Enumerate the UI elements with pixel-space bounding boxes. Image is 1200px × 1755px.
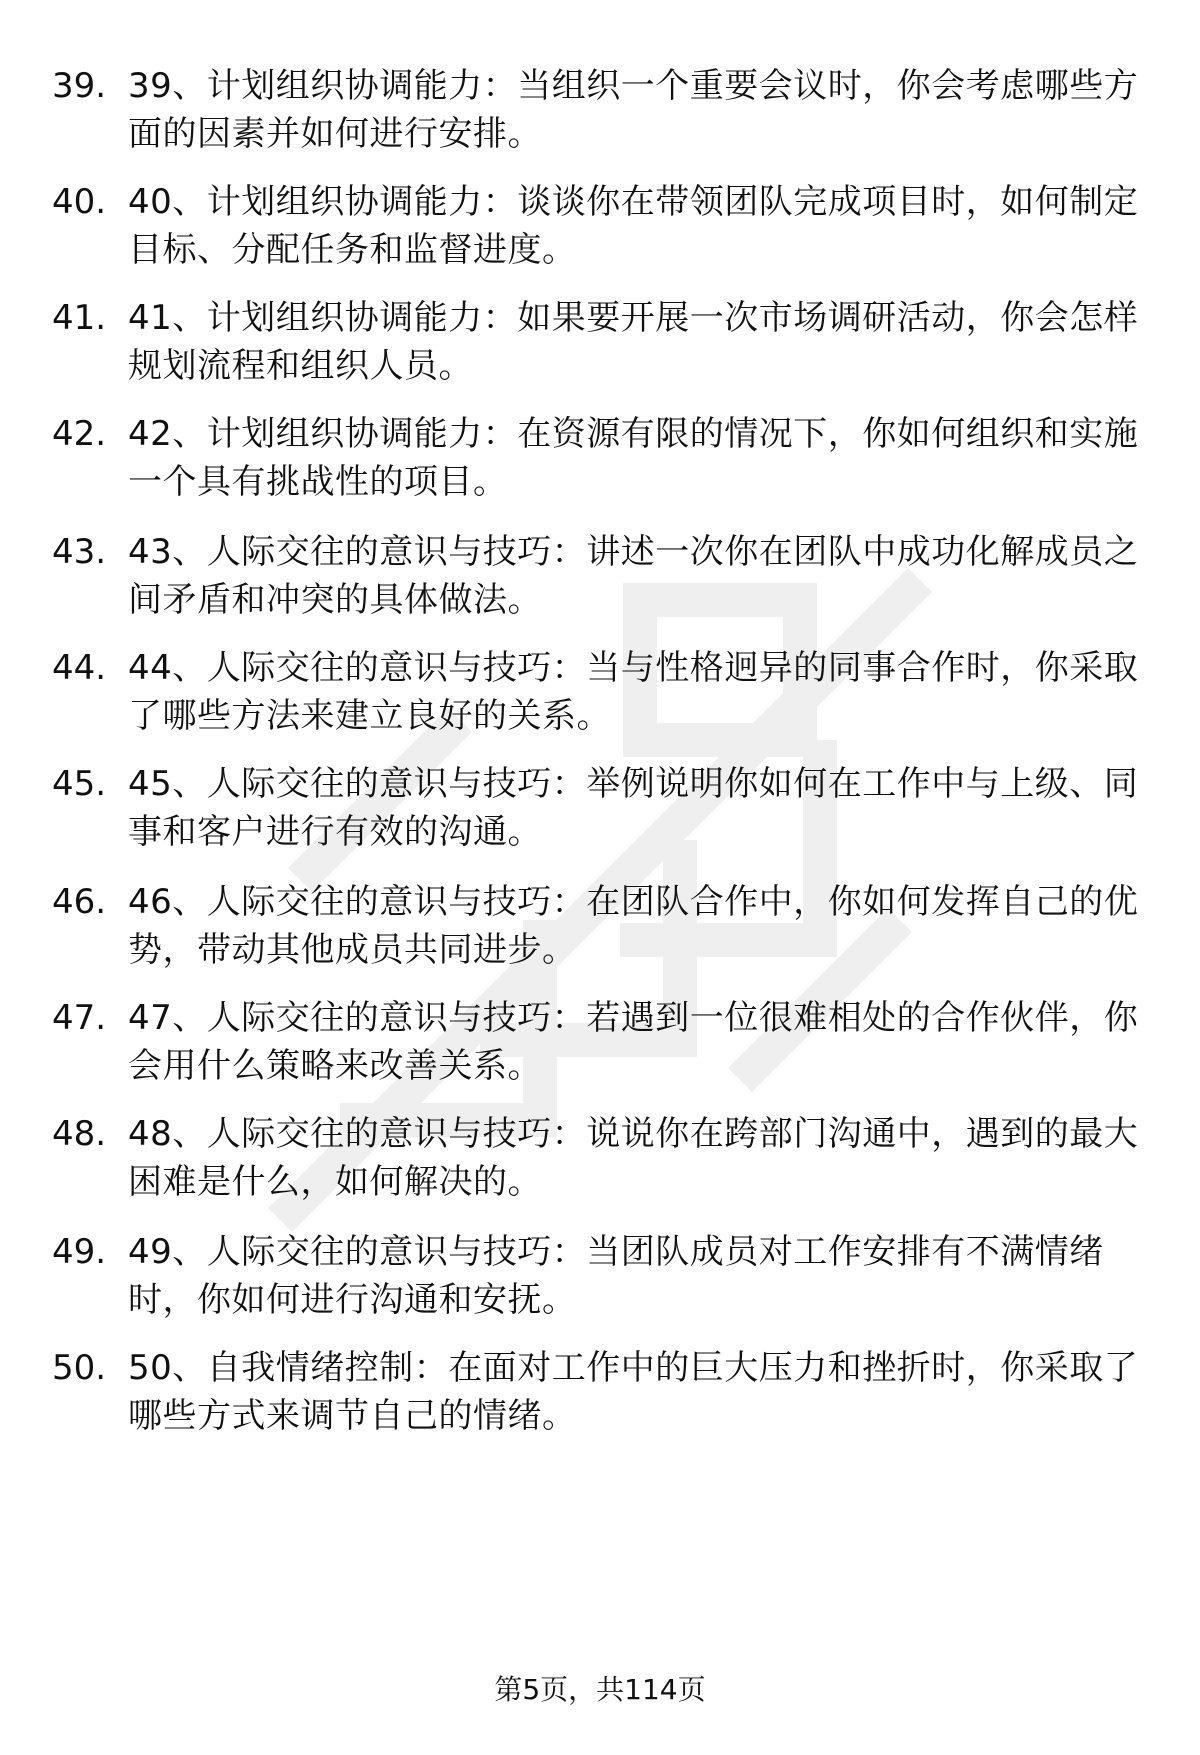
list-item xyxy=(0,410,1200,520)
item-number: 46. xyxy=(52,882,107,922)
item-number: 50. xyxy=(52,1348,107,1388)
item-number: 44. xyxy=(52,648,107,688)
item-number: 48. xyxy=(52,1114,107,1154)
list-item xyxy=(0,528,1200,638)
list-item xyxy=(0,878,1200,988)
item-text: 48、人际交往的意识与技巧：说说你在跨部门沟通中，遇到的最大困难是什么，如何解决的。 xyxy=(128,1114,1139,1202)
item-text: 43、人际交往的意识与技巧：讲述一次你在团队中成功化解成员之间矛盾和冲突的具体做法。 xyxy=(128,532,1139,620)
list-item xyxy=(0,760,1200,870)
item-number: 41. xyxy=(52,298,107,338)
list-item xyxy=(0,294,1200,404)
item-text: 45、人际交往的意识与技巧：举例说明你如何在工作中与上级、同事和客户进行有效的沟通。 xyxy=(128,764,1139,852)
item-number: 43. xyxy=(52,532,107,572)
list-item xyxy=(0,994,1200,1104)
list-item xyxy=(0,1228,1200,1338)
list-item xyxy=(0,62,1200,172)
item-text: 50、自我情绪控制：在面对工作中的巨大压力和挫折时，你采取了哪些方式来调节自己的情绪。 xyxy=(128,1348,1139,1436)
item-text: 39、计划组织协调能力：当组织一个重要会议时，你会考虑哪些方面的因素并如何进行安排。 xyxy=(128,66,1139,154)
item-number: 42. xyxy=(52,414,107,454)
item-text: 44、人际交往的意识与技巧：当与性格迥异的同事合作时，你采取了哪些方法来建立良好的关系。 xyxy=(128,648,1139,736)
item-text: 46、人际交往的意识与技巧：在团队合作中，你如何发挥自己的优势，带动其他成员共同进步。 xyxy=(128,882,1139,970)
item-text: 42、计划组织协调能力：在资源有限的情况下，你如何组织和实施一个具有挑战性的项目。 xyxy=(128,414,1139,502)
item-number: 47. xyxy=(52,998,107,1038)
list-item xyxy=(0,1110,1200,1220)
item-number: 39. xyxy=(52,66,107,106)
item-text: 40、计划组织协调能力：谈谈你在带领团队完成项目时，如何制定目标、分配任务和监督进度。 xyxy=(128,182,1139,270)
item-text: 49、人际交往的意识与技巧：当团队成员对工作安排有不满情绪时，你如何进行沟通和安抚。 xyxy=(128,1232,1104,1320)
item-text: 41、计划组织协调能力：如果要开展一次市场调研活动，你会怎样规划流程和组织人员。 xyxy=(128,298,1139,386)
page-footer: 第5页，共114页 xyxy=(494,1673,706,1706)
list-item xyxy=(0,1344,1200,1454)
item-text: 47、人际交往的意识与技巧：若遇到一位很难相处的合作伙伴，你会用什么策略来改善关系。 xyxy=(128,998,1139,1086)
item-number: 45. xyxy=(52,764,107,804)
list-item xyxy=(0,644,1200,754)
item-number: 49. xyxy=(52,1232,107,1272)
item-number: 40. xyxy=(52,182,107,222)
list-item xyxy=(0,178,1200,288)
